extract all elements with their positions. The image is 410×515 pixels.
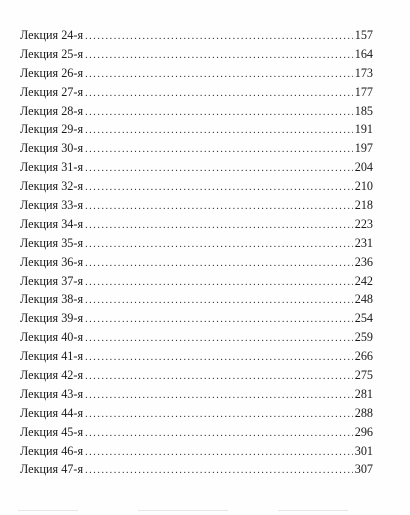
toc-dot-leader (85, 311, 353, 330)
toc-dot-leader (85, 387, 353, 406)
toc-entry-label: Лекция 26-я (20, 65, 84, 80)
toc-dot-leader (85, 66, 353, 85)
toc-entry-label: Лекция 34-я (20, 216, 84, 231)
toc-entry-label: Лекция 32-я (20, 179, 84, 194)
toc-entry-label: Лекция 24-я (20, 28, 84, 42)
toc-entry-label: Лекция 35-я (20, 235, 84, 250)
toc-entry-page-number: 223 (354, 216, 373, 231)
toc-dot-leader (85, 198, 353, 217)
toc-dot-leader (85, 444, 353, 463)
toc-dot-leader (85, 274, 353, 293)
toc-dot-leader (85, 425, 353, 444)
toc-dot-leader (85, 292, 353, 311)
toc-entry-page-number: 275 (354, 368, 373, 383)
toc-entry-label: Лекция 41-я (20, 349, 84, 364)
toc-entry-page-number: 236 (354, 254, 373, 269)
toc-entry (20, 460, 373, 479)
toc-entry (20, 196, 373, 215)
toc-entry-page-number: 288 (354, 405, 373, 420)
toc-entry-label: Лекция 31-я (20, 160, 84, 175)
toc-entry-page-number: 218 (354, 198, 373, 213)
toc-entry-page-number: 281 (354, 386, 373, 401)
toc-entry-page-number: 307 (354, 462, 373, 477)
toc-entry (20, 83, 373, 102)
toc-entry-label: Лекция 30-я (20, 141, 84, 156)
toc-entry-label: Лекция 28-я (20, 103, 84, 118)
toc-entry-page-number: 296 (354, 424, 373, 439)
toc-entry-label: Лекция 33-я (20, 198, 84, 213)
toc-entry (20, 404, 373, 423)
toc-entry (20, 442, 373, 461)
toc-dot-leader (85, 179, 353, 198)
toc-entry (20, 64, 373, 83)
toc-entry-page-number: 210 (354, 179, 373, 194)
toc-entry-label: Лекция 43-я (20, 386, 84, 401)
toc-entry (20, 366, 373, 385)
toc-entry-label: Лекция 25-я (20, 46, 84, 61)
toc-entry-page-number: 173 (354, 65, 373, 80)
toc-entry-label: Лекция 37-я (20, 273, 84, 288)
toc-entry-label: Лекция 45-я (20, 424, 84, 439)
toc-entry-label: Лекция 36-я (20, 254, 84, 269)
toc-dot-leader (85, 141, 353, 160)
toc-dot-leader (85, 104, 353, 123)
toc-entry (20, 272, 373, 291)
toc-entry-label: Лекция 42-я (20, 368, 84, 383)
toc-entry-label: Лекция 46-я (20, 443, 84, 458)
toc-entry (20, 45, 373, 64)
toc-dot-leader (85, 462, 353, 481)
toc-entry (20, 120, 373, 139)
toc-entry-page-number: 191 (354, 122, 373, 137)
toc-entry (20, 102, 373, 121)
toc-entry (20, 234, 373, 253)
toc-entry (20, 347, 373, 366)
table-of-contents (20, 26, 373, 479)
toc-dot-leader (85, 368, 353, 387)
toc-dot-leader (85, 236, 353, 255)
toc-entry (20, 253, 373, 272)
toc-entry-page-number: 254 (354, 311, 373, 326)
toc-entry-page-number: 301 (354, 443, 373, 458)
toc-entry-label: Лекция 44-я (20, 405, 84, 420)
toc-dot-leader (85, 217, 353, 236)
toc-entry-page-number: 259 (354, 330, 373, 345)
toc-entry (20, 177, 373, 196)
toc-entry-label: Лекция 38-я (20, 292, 84, 307)
toc-entry (20, 290, 373, 309)
toc-entry-page-number: 204 (354, 160, 373, 175)
toc-entry-page-number: 177 (354, 84, 373, 99)
toc-dot-leader (85, 85, 353, 104)
toc-dot-leader (85, 330, 353, 349)
toc-entry-page-number: 248 (354, 292, 373, 307)
toc-entry (20, 423, 373, 442)
toc-dot-leader (85, 255, 353, 274)
page-edge-artifact (18, 507, 392, 515)
toc-dot-leader (85, 160, 353, 179)
toc-entry (20, 328, 373, 347)
toc-entry-page-number: 231 (354, 235, 373, 250)
toc-entry-page-number: 242 (354, 273, 373, 288)
toc-entry-page-number: 157 (354, 28, 373, 42)
toc-entry-label: Лекция 39-я (20, 311, 84, 326)
toc-entry-label: Лекция 47-я (20, 462, 84, 477)
toc-entry-label: Лекция 29-я (20, 122, 84, 137)
toc-entry (20, 215, 373, 234)
toc-entry-label: Лекция 27-я (20, 84, 84, 99)
toc-dot-leader (85, 349, 353, 368)
toc-dot-leader (85, 28, 353, 47)
toc-entry (20, 139, 373, 158)
toc-entry-page-number: 164 (354, 46, 373, 61)
toc-dot-leader (85, 406, 353, 425)
toc-entry-page-number: 197 (354, 141, 373, 156)
toc-entry (20, 309, 373, 328)
toc-dot-leader (85, 47, 353, 66)
toc-entry-page-number: 266 (354, 349, 373, 364)
toc-entry (20, 385, 373, 404)
toc-entry (20, 158, 373, 177)
toc-dot-leader (85, 122, 353, 141)
toc-entry-label: Лекция 40-я (20, 330, 84, 345)
toc-entry (20, 26, 373, 45)
toc-entry-page-number: 185 (354, 103, 373, 118)
